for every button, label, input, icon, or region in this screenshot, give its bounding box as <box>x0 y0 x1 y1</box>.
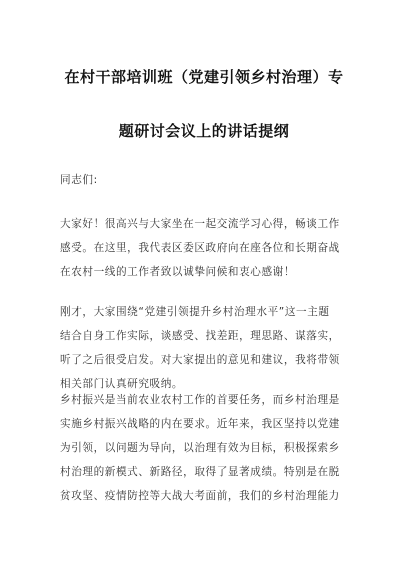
document-title-line-1: 在村干部培训班（党建引领乡村治理）专 <box>64 68 344 86</box>
paragraph-line: 贫攻坚、疫情防控等大战大考面前，我们的乡村治理能力 <box>60 490 340 502</box>
paragraph-line: 在农村一线的工作者致以诚挚问候和衷心感谢！ <box>60 266 296 278</box>
paragraph-line: 听了之后很受启发。对大家提出的意见和建议，我将带领 <box>60 354 340 366</box>
paragraph-greeting <box>60 212 352 284</box>
paragraph-line: 刚才，大家围绕“党建引领提升乡村治理水平”这一主题 <box>60 306 330 318</box>
paragraph-line: 结合自身工作实际，谈感受、找差距，理思路、谋落实， <box>60 330 340 342</box>
paragraph-line: 乡村振兴是当前农业农村工作的首要任务，而乡村治理是 <box>60 394 340 406</box>
document-title-line-2: 题研讨会议上的讲话提纲 <box>118 122 290 140</box>
paragraph-line: 感受。在这里，我代表区委区政府向在座各位和长期奋战 <box>60 242 340 254</box>
paragraph-line: 为引领，以问题为导向，以治理有效为目标，积极探索乡 <box>60 442 340 454</box>
paragraph-rural-revitalization <box>60 388 352 508</box>
paragraph-line: 村治理的新模式、新路径，取得了显著成绩。特别是在脱 <box>60 466 340 478</box>
paragraph-line: 大家好！很高兴与大家坐在一起交流学习心得，畅谈工作 <box>60 218 340 230</box>
paragraph-discussion <box>60 300 352 396</box>
paragraph-line: 实施乡村振兴战略的内在要求。近年来，我区坚持以党建 <box>60 418 340 430</box>
paragraph-line: 相关部门认真研究吸纳。 <box>60 378 184 390</box>
salutation: 同志们: <box>60 174 98 186</box>
